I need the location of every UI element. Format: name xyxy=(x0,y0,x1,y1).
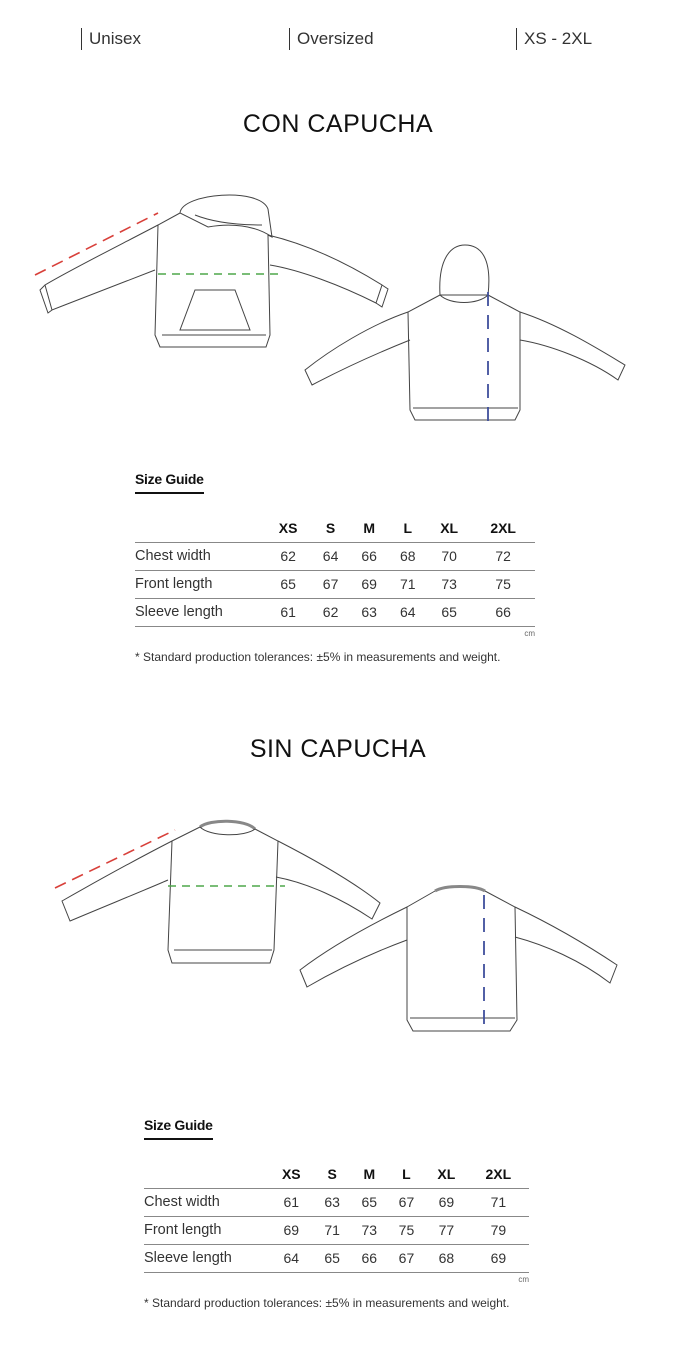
size-range-label: XS - 2XL xyxy=(516,28,592,50)
size-header: 2XL xyxy=(485,1165,512,1182)
table-cell: 70 xyxy=(427,542,471,570)
table-cell: 69 xyxy=(468,1244,529,1272)
row-label-chest: Chest width xyxy=(144,1188,269,1216)
section-title-hoodie: CON CAPUCHA xyxy=(242,110,434,138)
tolerance-note: * Standard production tolerances: ±5% in measurements and weight. xyxy=(144,1295,510,1310)
table-cell: 79 xyxy=(468,1216,529,1244)
table-cell: 66 xyxy=(351,1244,388,1272)
size-table-hoodie xyxy=(135,514,535,627)
table-cell: 68 xyxy=(388,542,427,570)
table-cell: 64 xyxy=(311,542,350,570)
table-cell: 65 xyxy=(265,570,311,598)
table-row-chest xyxy=(135,542,535,570)
size-header: M xyxy=(363,1165,376,1182)
table-cell: 69 xyxy=(269,1216,314,1244)
table-row-chest xyxy=(144,1188,529,1216)
table-cell: 63 xyxy=(314,1188,351,1216)
table-cell: 66 xyxy=(350,542,389,570)
size-guide-title: Size Guide xyxy=(144,1117,213,1140)
table-cell: 65 xyxy=(351,1188,388,1216)
fit-style-label: Oversized xyxy=(289,28,374,50)
size-header: S xyxy=(327,1165,337,1182)
table-cell: 71 xyxy=(314,1216,351,1244)
table-cell: 65 xyxy=(427,598,471,626)
table-cell: 61 xyxy=(265,598,311,626)
table-cell: 62 xyxy=(265,542,311,570)
fit-gender-label: Unisex xyxy=(81,28,141,50)
table-row-front xyxy=(135,570,535,598)
table-cell: 75 xyxy=(388,1216,425,1244)
table-cell: 75 xyxy=(471,570,535,598)
row-label-chest: Chest width xyxy=(135,542,265,570)
table-row-sleeve xyxy=(135,598,535,626)
table-cell: 67 xyxy=(388,1188,425,1216)
table-cell: 71 xyxy=(388,570,427,598)
hoodie-back-illustration xyxy=(300,240,640,430)
table-cell: 61 xyxy=(269,1188,314,1216)
size-table-sweatshirt xyxy=(144,1160,529,1273)
size-header: L xyxy=(402,1165,411,1182)
tolerance-note: * Standard production tolerances: ±5% in measurements and weight. xyxy=(135,649,501,664)
row-label-front: Front length xyxy=(144,1216,269,1244)
table-cell: 68 xyxy=(425,1244,468,1272)
size-header: XS xyxy=(278,519,298,536)
table-cell: 67 xyxy=(311,570,350,598)
table-cell: 64 xyxy=(269,1244,314,1272)
size-header-row xyxy=(144,1160,529,1188)
sweatshirt-back-illustration xyxy=(295,885,625,1035)
sleeve-length-marker xyxy=(55,830,175,888)
row-label-front: Front length xyxy=(135,570,265,598)
table-cell: 72 xyxy=(471,542,535,570)
table-cell: 66 xyxy=(471,598,535,626)
size-header: XS xyxy=(281,1165,301,1182)
sleeve-length-marker xyxy=(35,213,158,275)
size-header-row xyxy=(135,514,535,542)
row-label-sleeve: Sleeve length xyxy=(135,598,265,626)
table-cell: 65 xyxy=(314,1244,351,1272)
size-header: L xyxy=(403,519,412,536)
table-cell: 69 xyxy=(350,570,389,598)
table-cell: 71 xyxy=(468,1188,529,1216)
table-cell: 62 xyxy=(311,598,350,626)
size-header: XL xyxy=(437,1165,456,1182)
size-header: XL xyxy=(440,519,459,536)
size-header: S xyxy=(325,519,336,536)
table-cell: 64 xyxy=(388,598,427,626)
table-cell: 77 xyxy=(425,1216,468,1244)
size-header: 2XL xyxy=(490,519,516,536)
size-header: M xyxy=(363,519,375,536)
unit-label: cm xyxy=(518,1274,529,1284)
section-title-sweatshirt: SIN CAPUCHA xyxy=(249,735,427,763)
header-empty-cell xyxy=(135,514,265,542)
size-guide-hoodie xyxy=(135,471,535,664)
table-row-sleeve xyxy=(144,1244,529,1272)
unit-label: cm xyxy=(524,628,535,638)
table-cell: 73 xyxy=(427,570,471,598)
header-empty-cell xyxy=(144,1160,269,1188)
size-guide-sweatshirt xyxy=(144,1117,529,1310)
size-guide-title: Size Guide xyxy=(135,471,204,494)
table-cell: 73 xyxy=(351,1216,388,1244)
table-row-front xyxy=(144,1216,529,1244)
table-cell: 67 xyxy=(388,1244,425,1272)
table-cell: 63 xyxy=(350,598,389,626)
table-cell: 69 xyxy=(425,1188,468,1216)
row-label-sleeve: Sleeve length xyxy=(144,1244,269,1272)
